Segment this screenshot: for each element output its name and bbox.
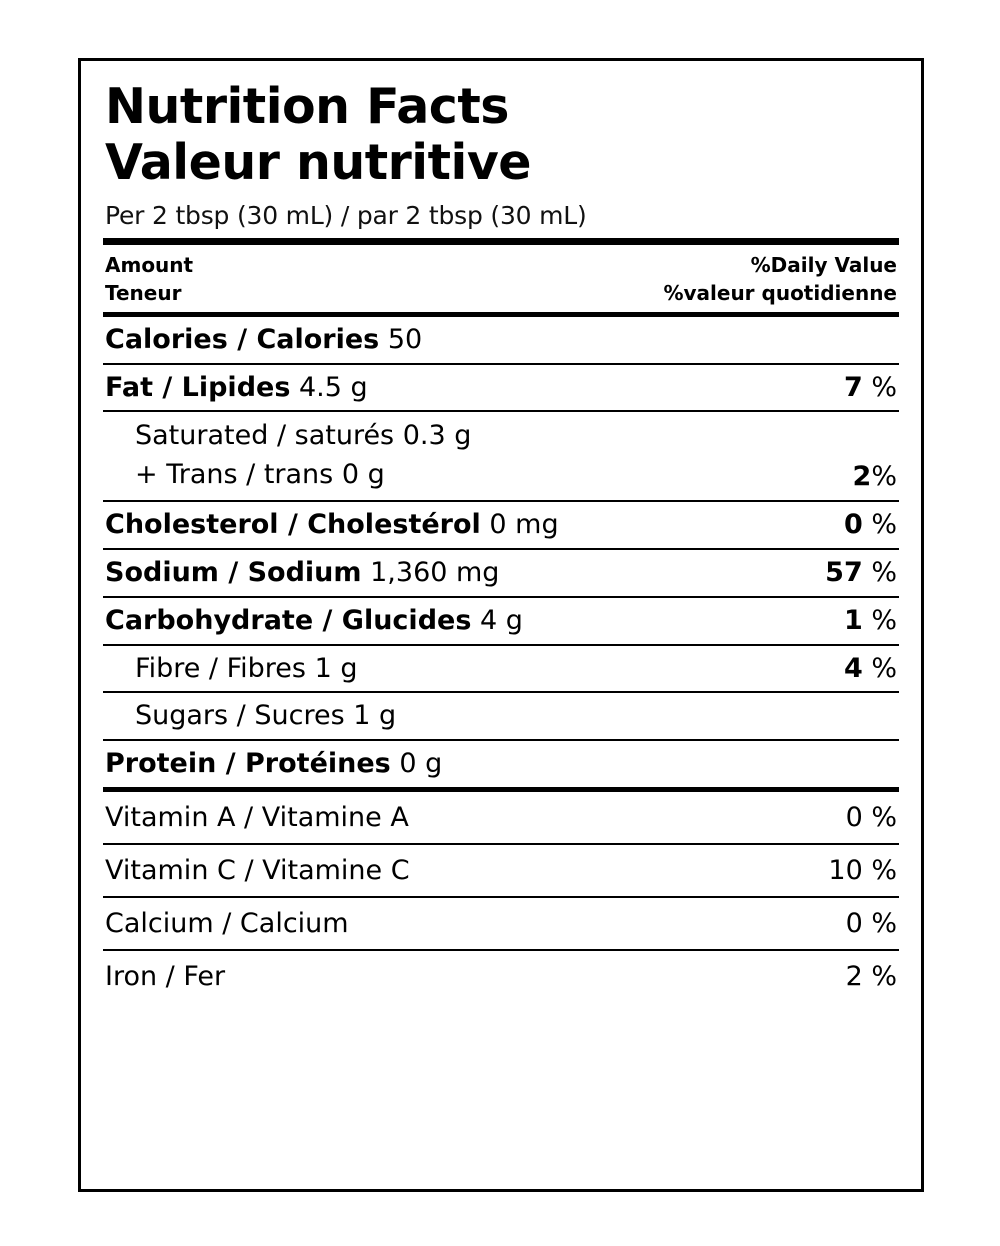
micronutrient-row-vitamin-c bbox=[103, 845, 899, 896]
iron-dv-number: 2 bbox=[845, 961, 863, 993]
nutrient-row-sodium bbox=[103, 550, 899, 596]
nutrient-row-calories bbox=[103, 317, 899, 363]
saturated-trans-dv-number: 2 bbox=[852, 461, 872, 493]
nutrient-row-carbohydrate bbox=[103, 598, 899, 644]
fibre-value: 1 g bbox=[314, 652, 358, 684]
vitamin-a-dv-number: 0 bbox=[845, 802, 863, 834]
cholesterol-value: 0 mg bbox=[489, 509, 559, 541]
vitamin-a-label: Vitamin A / Vitamine A bbox=[105, 802, 409, 834]
saturated-line bbox=[135, 417, 471, 455]
calories-label-group bbox=[105, 324, 881, 356]
carbohydrate-label: Carbohydrate / Glucides bbox=[105, 604, 472, 636]
vitamin-c-dv-unit: % bbox=[871, 855, 897, 887]
nutrient-row-sugars bbox=[103, 693, 899, 739]
fat-dv bbox=[828, 372, 897, 404]
cholesterol-label: Cholesterol / Cholestérol bbox=[105, 509, 481, 541]
vitamin-c-dv bbox=[828, 855, 897, 886]
nutrient-row-protein bbox=[103, 741, 899, 787]
protein-label-group bbox=[105, 748, 881, 780]
iron-dv-unit: % bbox=[871, 961, 897, 993]
fibre-label-group bbox=[105, 653, 828, 685]
calcium-dv-number: 0 bbox=[845, 908, 863, 940]
sugars-label: Sugars / Sucres bbox=[135, 700, 345, 732]
saturated-value: 0.3 g bbox=[402, 420, 472, 452]
nutrient-row-fibre bbox=[103, 646, 899, 692]
page-title-french: Valeur nutritive bbox=[105, 133, 531, 191]
protein-value: 0 g bbox=[399, 748, 443, 780]
nutrient-row-cholesterol bbox=[103, 502, 899, 548]
nutrient-row-fat bbox=[103, 365, 899, 411]
carbohydrate-value: 4 g bbox=[480, 604, 523, 636]
sodium-value: 1,360 mg bbox=[370, 556, 500, 588]
nutrition-facts-content bbox=[103, 78, 899, 1169]
fibre-label: Fibre / Fibres bbox=[135, 652, 306, 684]
cholesterol-dv bbox=[828, 509, 897, 541]
daily-value-header-fr: %valeur quotidienne bbox=[663, 281, 897, 306]
micronutrient-row-iron bbox=[103, 951, 899, 1002]
sugars-value: 1 g bbox=[353, 700, 397, 732]
calcium-dv bbox=[846, 908, 897, 939]
sodium-dv-unit: % bbox=[871, 556, 897, 588]
calcium-dv-unit: % bbox=[871, 908, 897, 940]
page-title-english: Nutrition Facts bbox=[105, 78, 509, 135]
micronutrient-row-vitamin-a bbox=[103, 792, 899, 843]
cholesterol-dv-number: 0 bbox=[843, 509, 863, 541]
calories-label: Calories / Calories bbox=[105, 323, 380, 355]
fat-dv-unit: % bbox=[871, 371, 897, 403]
vitamin-c-dv-number: 10 bbox=[828, 855, 863, 887]
protein-label: Protein / Protéines bbox=[105, 748, 391, 780]
sodium-dv bbox=[809, 557, 897, 589]
micronutrient-list bbox=[103, 792, 899, 1002]
daily-value-header-en: %Daily Value bbox=[750, 252, 897, 277]
vitamin-c-label: Vitamin C / Vitamine C bbox=[105, 855, 410, 887]
cholesterol-dv-unit: % bbox=[871, 509, 897, 541]
serving-size: Per 2 tbsp (30 mL) / par 2 tbsp (30 mL) bbox=[105, 200, 587, 230]
saturated-trans-dv bbox=[837, 461, 897, 494]
fat-value: 4.5 g bbox=[299, 371, 368, 403]
daily-value-header bbox=[663, 251, 897, 308]
nutrient-row-fat-subgroup bbox=[103, 412, 899, 500]
saturated-label: Saturated / saturés bbox=[135, 420, 395, 452]
trans-label: + Trans / trans bbox=[135, 458, 334, 490]
fat-dv-number: 7 bbox=[843, 371, 863, 403]
calories-value: 50 bbox=[387, 323, 423, 355]
trans-line bbox=[135, 456, 471, 494]
carbohydrate-label-group bbox=[105, 605, 828, 637]
sodium-dv-number: 57 bbox=[825, 556, 863, 588]
carbohydrate-dv-number: 1 bbox=[843, 604, 863, 636]
trans-value: 0 g bbox=[341, 458, 385, 490]
fat-label-group bbox=[105, 372, 828, 404]
vitamin-a-dv-unit: % bbox=[871, 802, 897, 834]
column-headers bbox=[103, 245, 899, 312]
nutrition-facts-panel bbox=[78, 58, 924, 1192]
amount-header-en: Amount bbox=[105, 252, 194, 277]
saturated-trans-dv-unit: % bbox=[871, 461, 897, 493]
fat-sub-labels bbox=[105, 417, 471, 494]
cholesterol-label-group bbox=[105, 509, 828, 541]
iron-dv bbox=[846, 961, 897, 992]
vitamin-a-dv bbox=[846, 802, 897, 833]
sodium-label: Sodium / Sodium bbox=[105, 556, 362, 588]
fibre-dv-number: 4 bbox=[843, 652, 863, 684]
calcium-label: Calcium / Calcium bbox=[105, 908, 349, 940]
iron-label: Iron / Fer bbox=[105, 961, 226, 993]
fibre-dv-unit: % bbox=[871, 652, 897, 684]
sodium-label-group bbox=[105, 557, 809, 589]
divider-thick-top bbox=[103, 238, 899, 245]
fibre-dv bbox=[828, 653, 897, 685]
amount-header bbox=[105, 251, 193, 308]
sugars-label-group bbox=[105, 700, 881, 732]
carbohydrate-dv-unit: % bbox=[871, 604, 897, 636]
amount-header-fr: Teneur bbox=[105, 281, 182, 306]
micronutrient-row-calcium bbox=[103, 898, 899, 949]
fat-label: Fat / Lipides bbox=[105, 371, 291, 403]
carbohydrate-dv bbox=[828, 605, 897, 637]
